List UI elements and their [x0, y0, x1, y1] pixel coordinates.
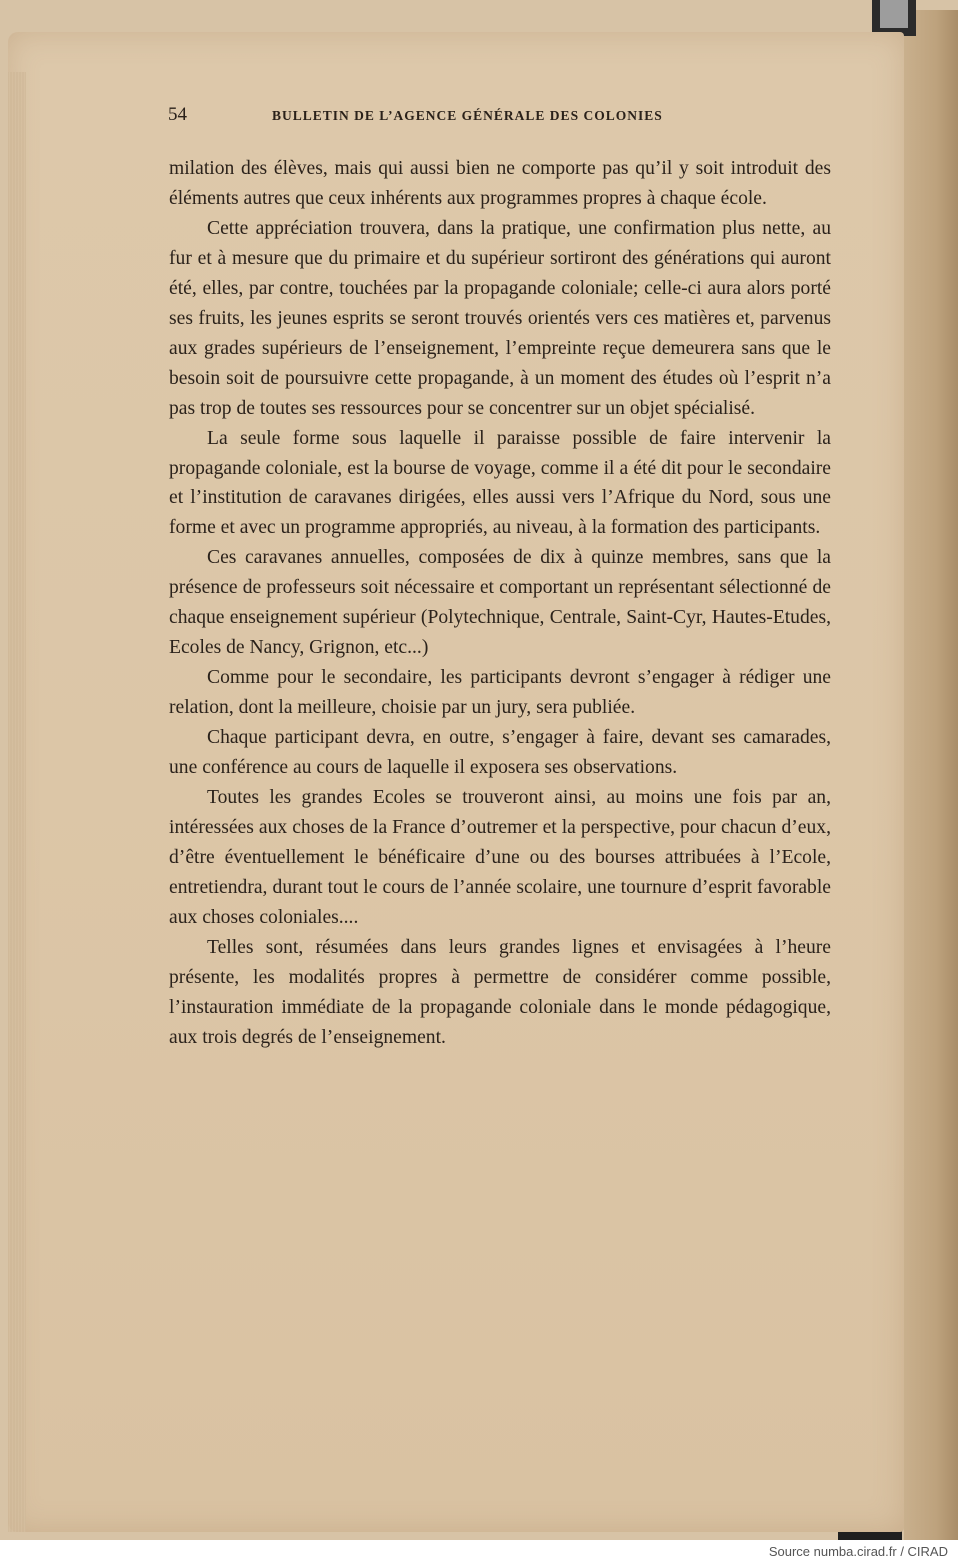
paragraph: Comme pour le secondaire, les participants devront s’engager à rédiger une relation, dont la meilleure, choisie par un jury, sera publiée. [169, 667, 831, 719]
book-spine-edge [904, 10, 958, 1540]
paragraph: Toutes les grandes Ecoles se trouveront ainsi, au moins une fois par an, intéressées aux choses de la France d’outremer et la perspective, pour chacun d’eux, d’être éventuellement le bénéficaire d’une ou des bourses attribuées à l’Ecole, entretiendra, durant tout le cours de l’année scolaire, une tournure d’esprit favorable aux choses coloniales.... [169, 787, 831, 928]
paragraph: Telles sont, résumées dans leurs grandes lignes et envisagées à l’heure présente, les modalités propres à permettre de considérer comme possible, l’instauration immédiate de la propagande coloniale dans le monde pédagogique, aux trois degrés de l’enseignement. [169, 936, 831, 1048]
running-title: BULLETIN DE L’AGENCE GÉNÉRALE DES COLONIES [272, 108, 663, 123]
paragraph: La seule forme sous laquelle il paraisse possible de faire intervenir la propagande coloniale, est la bourse de voyage, comme il a été dit pour le secondaire et l’institution de caravanes dirigées, elles aussi vers l’Afrique du Nord, sous une forme et avec un programme appropriés, au niveau, à la formation des participants. [169, 427, 831, 539]
body-text [169, 154, 831, 1053]
paragraph: Ces caravanes annuelles, composées de dix à quinze membres, sans que la présence de professeurs soit nécessaire et comportant un représentant sélectionné de chaque enseignement supérieur (Polytechnique, Centrale, Saint-Cyr, Hautes-Etudes, Ecoles de Nancy, Grignon, etc...) [169, 547, 831, 659]
paragraph: Cette appréciation trouvera, dans la pratique, une confirmation plus nette, au fur et à mesure que du primaire et du supérieur sortiront des générations qui auront été, elles, par contre, touchées par la propagande coloniale; celle-ci aura alors porté ses fruits, les jeunes esprits se seront trouvés orientés vers ces matières et, parvenus aux grades supérieurs de l’enseignement, l’empreinte reçue demeurera sans que le besoin soit de poursuivre cette propagande, à un moment des études où l’esprit n’a pas trop de toutes ses ressources pour se concentrer sur un objet spécialisé. [169, 217, 831, 419]
page-header [168, 104, 724, 130]
source-credit: Source numba.cirad.fr / CIRAD [768, 1544, 948, 1559]
paragraph: Chaque participant devra, en outre, s’engager à faire, devant ses camarades, une conférence au cours de laquelle il exposera ses observations. [169, 727, 831, 779]
page-edge [8, 72, 26, 1532]
paragraph: milation des élèves, mais qui aussi bien ne comporte pas qu’il y soit introduit des éléments autres que ceux inhérents aux programmes propres à chaque école. [169, 158, 831, 209]
clip-top-inner [880, 0, 908, 28]
page-number: 54 [168, 104, 187, 125]
